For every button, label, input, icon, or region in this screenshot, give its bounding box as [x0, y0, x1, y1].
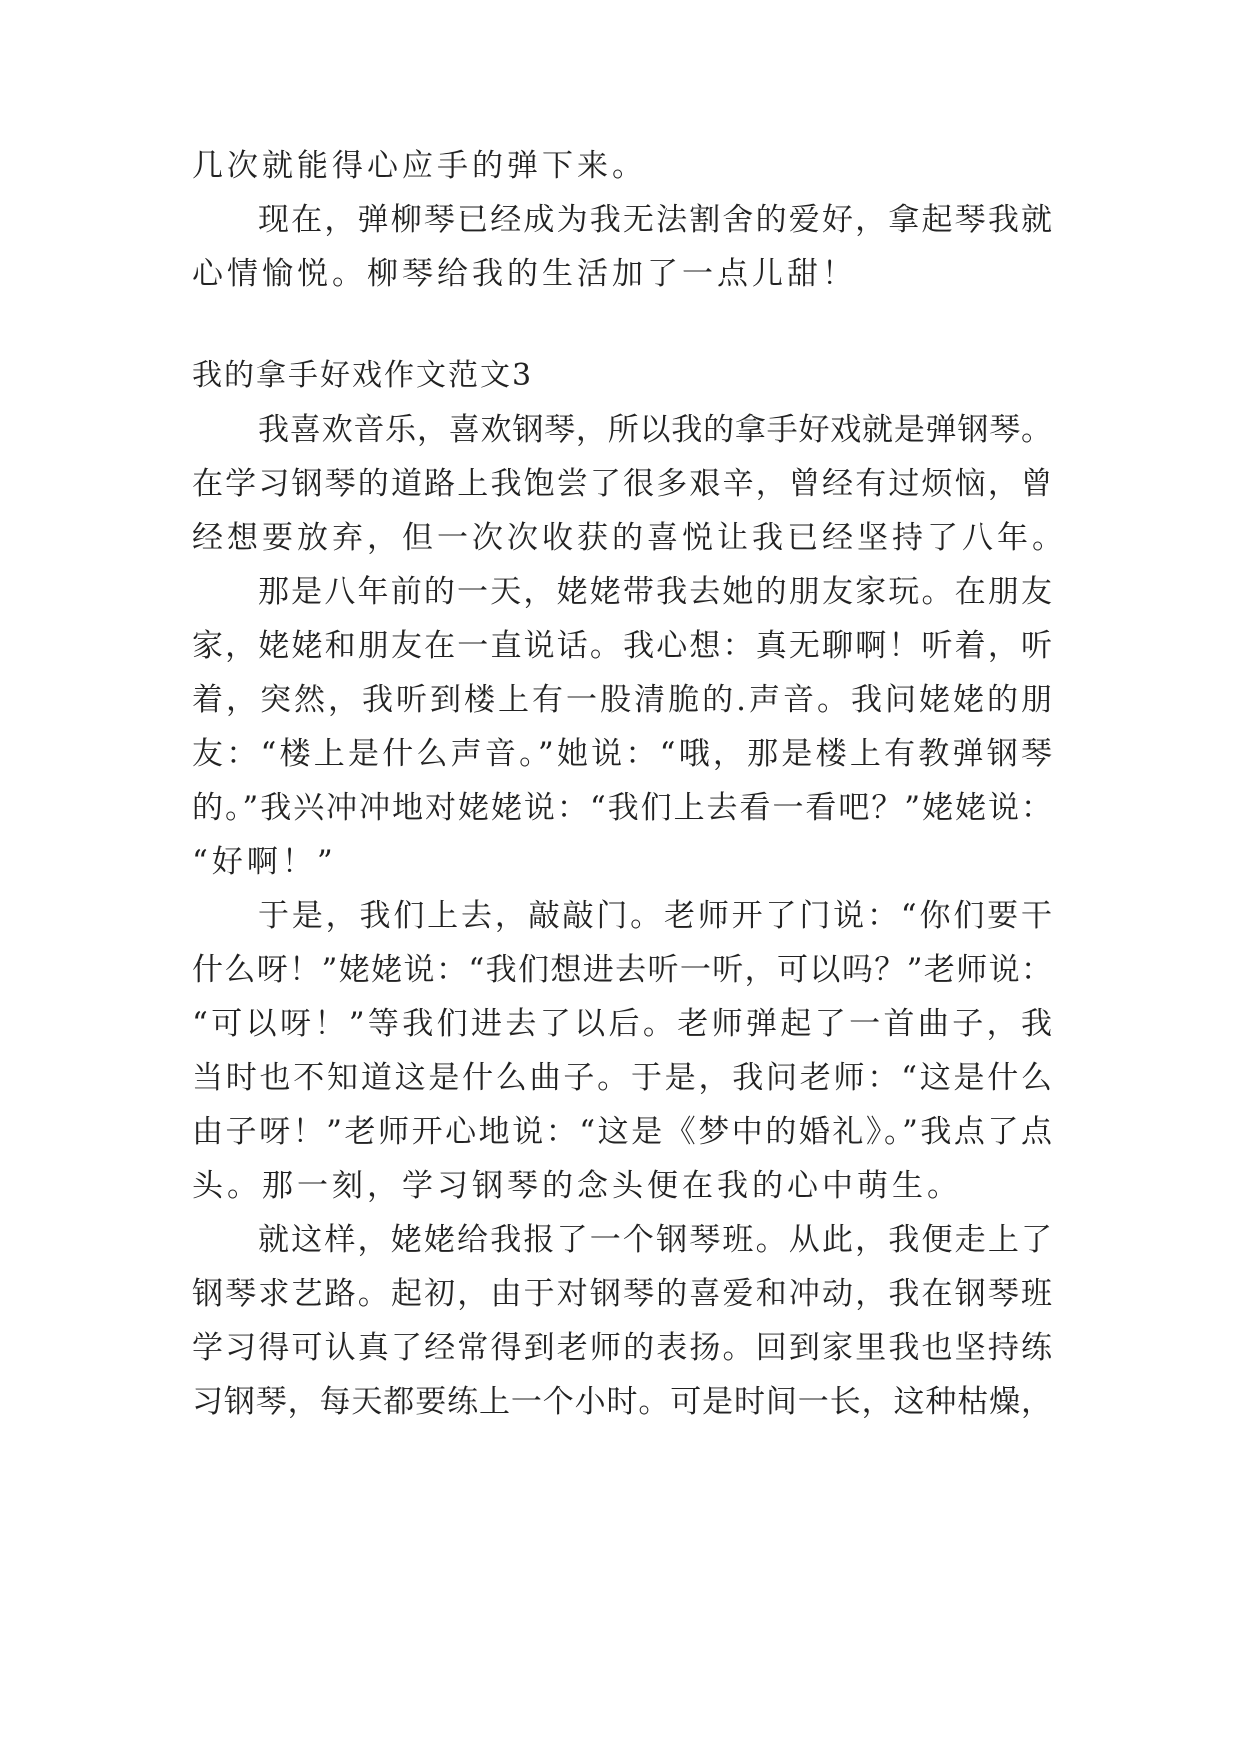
text-line: 习钢琴，每天都要练上一个小时。可是时间一长，这种枯燥，: [192, 1384, 1052, 1420]
text-line: 家，姥姥和朋友在一直说话。我心想：真无聊啊！听着，听: [192, 628, 1052, 664]
text-line: 经想要放弃，但一次次收获的喜悦让我已经坚持了八年。: [192, 520, 1067, 556]
text-line: 现在，弹柳琴已经成为我无法割舍的爱好，拿起琴我就: [258, 202, 1052, 238]
text-line: 由子呀！”老师开心地说：“这是《梦中的婚礼》。”我点了点: [192, 1114, 1052, 1150]
text-line: 什么呀！”姥姥说：“我们想进去听一听，可以吗？”老师说：: [192, 952, 1052, 988]
text-line: 那是八年前的一天，姥姥带我去她的朋友家玩。在朋友: [258, 574, 1052, 610]
text-line: 当时也不知道这是什么曲子。于是，我问老师：“这是什么: [192, 1060, 1052, 1096]
text-line: 几次就能得心应手的弹下来。: [192, 148, 647, 184]
text-line: 友：“楼上是什么声音。”她说：“哦，那是楼上有教弹钢琴: [192, 736, 1052, 772]
text-line: 头。那一刻，学习钢琴的念头便在我的心中萌生。: [192, 1168, 962, 1204]
text-line: 就这样，姥姥给我报了一个钢琴班。从此，我便走上了: [258, 1222, 1052, 1258]
text-line: 心情愉悦。柳琴给我的生活加了一点儿甜！: [192, 256, 857, 292]
text-line: “可以呀！”等我们进去了以后。老师弹起了一首曲子，我: [192, 1006, 1052, 1042]
text-line: 着，突然，我听到楼上有一股清脆的.声音。我问姥姥的朋: [192, 682, 1052, 718]
text-line: 学习得可认真了经常得到老师的表扬。回到家里我也坚持练: [192, 1330, 1052, 1366]
text-line: “好啊！”: [192, 844, 337, 880]
text-line: 于是，我们上去，敲敲门。老师开了门说：“你们要干: [258, 898, 1052, 934]
text-line: 的。”我兴冲冲地对姥姥说：“我们上去看一看吧？”姥姥说：: [192, 790, 1052, 826]
text-line: 在学习钢琴的道路上我饱尝了很多艰辛，曾经有过烦恼，曾: [192, 466, 1052, 502]
text-line: 我喜欢音乐，喜欢钢琴，所以我的拿手好戏就是弹钢琴。: [258, 412, 1052, 448]
section-title: 我的拿手好戏作文范文3: [192, 358, 534, 393]
text-line: 钢琴求艺路。起初，由于对钢琴的喜爱和冲动，我在钢琴班: [192, 1276, 1052, 1312]
